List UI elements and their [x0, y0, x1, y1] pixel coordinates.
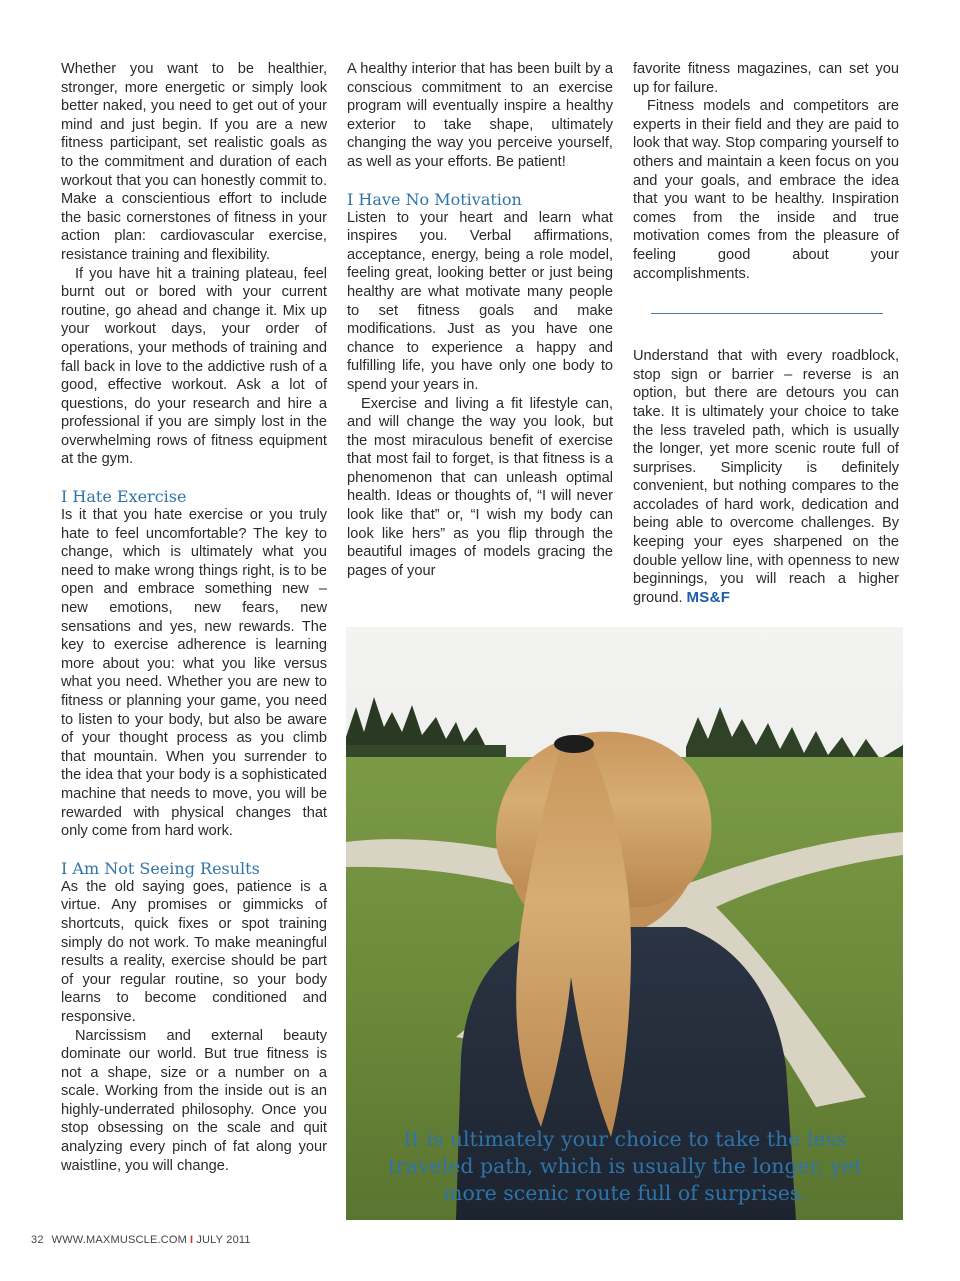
- paragraph: [633, 347, 899, 607]
- paragraph: Listen to your heart and learn what inspires you. Verbal affirmations, acceptance, energy, being a role model, feeling great, looking better or just being healthy are what motivate many people to set fitness goals and make modifications. Just as you have one chance to experience a happy and fulfilling life, you have only one body to spend your years in.: [347, 209, 613, 393]
- article-column-3: [633, 60, 899, 607]
- pull-quote: It is ultimately your choice to take the less traveled path, which is usually the longer, yet more scenic route full of surprises.: [387, 1127, 863, 1205]
- paragraph: As the old saying goes, patience is a virtue. Any promises or gimmicks of shortcuts, quick fixes or spot training simply do not work. To make meaningful results a reality, exercise should be part of your regular routine, so your body learns to become conditioned and responsive.: [61, 878, 327, 1025]
- section-heading-no-motivation: I Have No Motivation: [347, 189, 522, 209]
- section-heading-hate-exercise: I Hate Exercise: [61, 487, 187, 507]
- paragraph: Narcissism and external beauty dominate our world. But true fitness is not a shape, size or a number on a scale. Working from the inside out is an highly-underrated philosophy. Once you stop obsessing on the scale and quit analyzing every pinch of fat along your waistline, you will change.: [61, 1027, 327, 1174]
- section-heading-no-results: I Am Not Seeing Results: [61, 858, 260, 878]
- paragraph: Is it that you hate exercise or you truly hate to feel uncomfortable? The key to change, which is ultimately what you need to make wrong things right, is to be open and embrace something new – new emotions, new fears, new sensations and yes, new rewards. The key to exercise adherence is learning more about you: what you like versus what you need. Whether you are new to fitness or planning your game, you need to listen to your body, but also be aware of your thought process as you climb that mountain. When you surrender to the idea that your body is a sophisticated machine that needs to move, you will be rewarded with physical changes that only come from hard work.: [61, 507, 327, 840]
- page-footer: [31, 1234, 251, 1246]
- paragraph: Whether you want to be healthier, stronger, more energetic or simply look better naked, you need to get out of your mind and just begin. If you are a new fitness participant, set realistic goals as to the commitment and duration of each workout that you can honestly commit to. Make a conscientious effort to include the basic cornerstones of fitness in your action plan: cardiovascular exercise, resistance training and flexibility.: [61, 61, 327, 263]
- footer-website: WWW.MAXMUSCLE.COM: [51, 1234, 188, 1246]
- closing-text: Understand that with every roadblock, stop sign or barrier – reverse is an option, but there are detours you can take. It is ultimately your choice to take the less traveled path, which is usually the longer, yet more scenic route full of surprises. Simplicity is definitely convenient, but nothing compares to the accolades of hard work, dedication and being able to overcome challenges. By keeping your eyes sharpened on the double yellow line, with openness to new beginnings, you will reach a higher ground.: [633, 348, 899, 606]
- paragraph: If you have hit a training plateau, feel burnt out or bored with your current routine, go ahead and change it. Mix up your workout days, your order of operations, your methods of training and fall back in love to the addictive rush of a good, effective workout. Ask a lot of questions, do your research and hire a professional if you are simply lost in the overwhelming rows of fitness equipment at the gym.: [61, 265, 327, 468]
- page-number: 32: [31, 1234, 44, 1246]
- paragraph: Exercise and living a fit lifestyle can, and will change the way you look, but the most miraculous benefit of exercise that most fail to forget, is that fitness is a phenomenon that can unleash optimal health. Ideas or thoughts of, “I will never look like that” or, “I wish my body can look like hers” as you flip through the beautiful images of models gracing the pages of your: [347, 395, 613, 579]
- article-column-2: [347, 60, 613, 580]
- paragraph: A healthy interior that has been built by a conscious commitment to an exercise program will eventually inspire a healthy exterior to take shape, ultimately changing the way you perceive yourself, as well as your efforts. Be patient!: [347, 61, 613, 170]
- divider-rule: [651, 313, 883, 314]
- article-column-1: [61, 60, 327, 1175]
- footer-separator: I: [190, 1234, 194, 1246]
- msf-logo: MS&F: [686, 588, 731, 606]
- footer-issue-date: JULY 2011: [196, 1234, 251, 1246]
- paragraph: favorite fitness magazines, can set you up for failure.: [633, 61, 899, 96]
- paragraph: Fitness models and competitors are experts in their field and they are paid to look that way. Stop comparing yourself to others and maintain a keen focus on you and your goals, and embrace the idea that you want to be healthy. Inspiration comes from the inside and true motivation comes from the pleasure of feeling good about your accomplishments.: [633, 98, 899, 282]
